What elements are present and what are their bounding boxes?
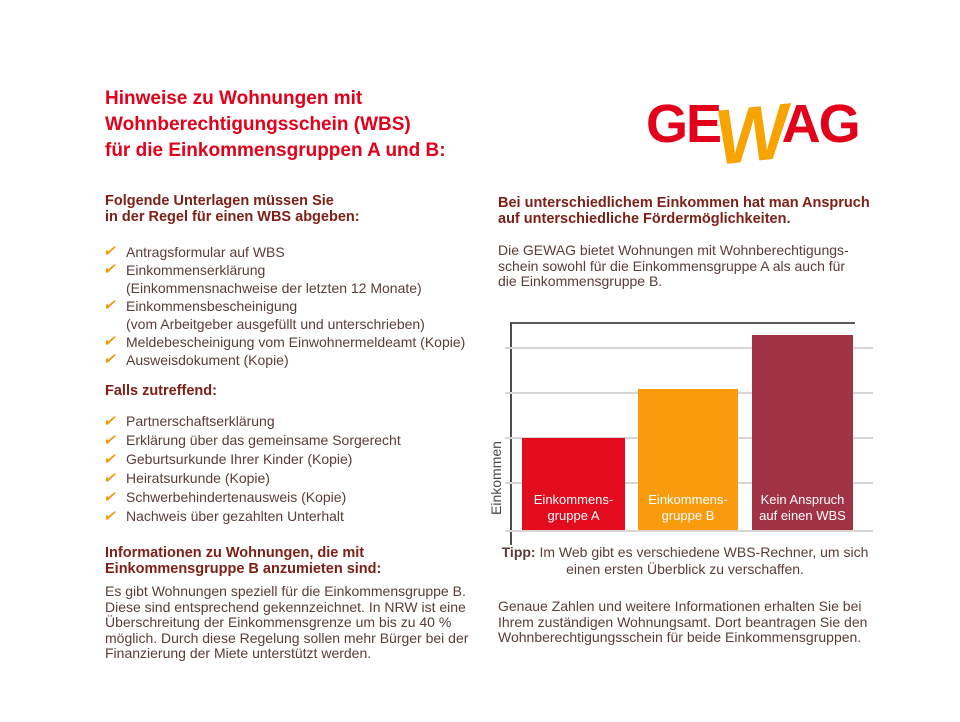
paragraph-line: Ihrem zuständigen Wohnungsamt. Dort beantragen Sie den — [498, 613, 868, 630]
gewag-logo — [646, 70, 859, 182]
check-icon: ✔ — [103, 489, 116, 506]
income-bar-chart — [490, 320, 888, 550]
check-icon: ✔ — [103, 508, 116, 525]
check-icon: ✔ — [103, 413, 116, 430]
logo-w-swoosh: W — [710, 86, 794, 182]
check-icon: ✔ — [103, 243, 116, 260]
list-item-text: Ausweisdokument (Kopie) — [126, 352, 289, 368]
paragraph-line: Es gibt Wohnungen speziell für die Einkommensgruppe B. — [105, 583, 466, 599]
list-item-note: (vom Arbeitgeber ausgefüllt und unterschrieben) — [126, 316, 425, 332]
list-item-text: Meldebescheinigung vom Einwohnermeldeamt (Kopie) — [126, 334, 466, 350]
section1-heading — [105, 194, 360, 225]
list-item — [103, 469, 401, 488]
paragraph-line: Finanzierung der Miete unterstützt werden. — [105, 645, 372, 661]
bar-label: Einkommens- gruppe B — [648, 492, 728, 523]
list-item — [103, 261, 465, 297]
list-item-text: Partnerschaftserklärung — [126, 413, 275, 429]
y-axis-label: Einkommen — [488, 441, 504, 515]
list-item-text: Nachweis über gezahlten Unterhalt — [126, 508, 344, 524]
paragraph-line: Wohnberechtigungsschein für beide Einkommensgruppen. — [498, 629, 862, 645]
tip-label: Tipp: — [501, 544, 536, 560]
right-intro-paragraph — [498, 243, 898, 290]
section1-heading-line: in der Regel für einen WBS abgeben: — [105, 208, 360, 225]
paragraph-line: möglich. Durch diese Regelung sollen mehr Bürger bei der — [105, 629, 469, 646]
section3-heading-line: Einkommensgruppe B anzumieten sind: — [105, 560, 382, 577]
list-item-text: Geburtsurkunde Ihrer Kinder (Kopie) — [126, 451, 353, 467]
list-item — [103, 351, 465, 369]
list-item-note: (Einkommensnachweise der letzten 12 Monate) — [126, 280, 422, 296]
chart-baseline — [505, 530, 873, 532]
list-item — [103, 450, 401, 469]
list-item — [103, 507, 401, 526]
bar-label: Einkommens- gruppe A — [533, 492, 614, 523]
right-heading — [498, 196, 870, 227]
chart-top-border — [510, 322, 855, 324]
bar-einkommensgruppe-a — [522, 438, 625, 530]
page-title — [105, 86, 446, 164]
paragraph-line: Die GEWAG bietet Wohnungen mit Wohnberechtigungs- — [498, 242, 849, 258]
bar-label: Kein Anspruch auf einen WBS — [759, 492, 846, 523]
list-item — [103, 333, 465, 351]
section1-heading-line: Folgende Unterlagen müssen Sie — [105, 193, 334, 209]
logo-text-ge: GE — [646, 94, 721, 154]
list-item — [103, 431, 401, 450]
list-item-text: Einkommenserklärung — [126, 262, 266, 278]
bar-einkommensgruppe-b — [638, 389, 738, 530]
section2-heading: Falls zutreffend: — [105, 383, 217, 399]
right-heading-line: auf unterschiedliche Fördermöglichkeiten. — [498, 210, 791, 227]
right-outro-paragraph — [498, 599, 888, 646]
right-heading-line: Bei unterschiedlichem Einkommen hat man Anspruch — [498, 195, 870, 211]
paragraph-line: Überschreitung der Einkommensgrenze um bis zu 40 % — [105, 614, 452, 630]
section3-heading — [105, 546, 381, 577]
paragraph-line: die Einkommensgruppe B. — [498, 273, 663, 289]
list-item — [103, 488, 401, 507]
list-item — [103, 412, 401, 431]
list-item-text: Einkommensbescheinigung — [126, 298, 298, 314]
paragraph-line: schein sowohl für die Einkommensgruppe A als auch für — [498, 257, 846, 274]
list-item-text: Schwerbehindertenausweis (Kopie) — [126, 489, 347, 505]
check-icon: ✔ — [103, 261, 116, 278]
section3-paragraph — [105, 584, 505, 662]
paragraph-line: Genaue Zahlen und weitere Informationen erhalten Sie bei — [498, 598, 862, 614]
list-item-text: Antragsformular auf WBS — [126, 244, 285, 260]
page-title-line: für die Einkommensgruppen A und B: — [105, 140, 446, 161]
check-icon: ✔ — [103, 333, 116, 350]
tip-text — [498, 544, 872, 578]
check-icon: ✔ — [103, 351, 116, 368]
check-icon: ✔ — [103, 297, 116, 314]
chart-y-axis — [510, 322, 512, 545]
list-item-text: Heiratsurkunde (Kopie) — [126, 470, 270, 486]
page-title-line: Wohnberechtigungsschein (WBS) — [105, 114, 411, 135]
list-item — [103, 243, 465, 261]
check-icon: ✔ — [103, 470, 116, 487]
documents-checklist — [103, 243, 465, 369]
list-item-text: Erklärung über das gemeinsame Sorgerecht — [126, 432, 401, 448]
section3-heading-line: Informationen zu Wohnungen, die mit — [105, 545, 365, 561]
conditional-checklist — [103, 412, 401, 526]
paragraph-line: Diese sind entsprechend gekennzeichnet. In NRW ist eine — [105, 598, 466, 615]
check-icon: ✔ — [103, 451, 116, 468]
tip-line: einen ersten Überblick zu verschaffen. — [566, 561, 804, 577]
tip-line: Im Web gibt es verschiedene WBS-Rechner, um sich — [539, 544, 869, 560]
logo-text-ag: AG — [781, 94, 859, 154]
bar-kein-anspruch — [752, 335, 853, 530]
page-title-line: Hinweise zu Wohnungen mit — [105, 88, 363, 109]
check-icon: ✔ — [103, 432, 116, 449]
list-item — [103, 297, 465, 333]
